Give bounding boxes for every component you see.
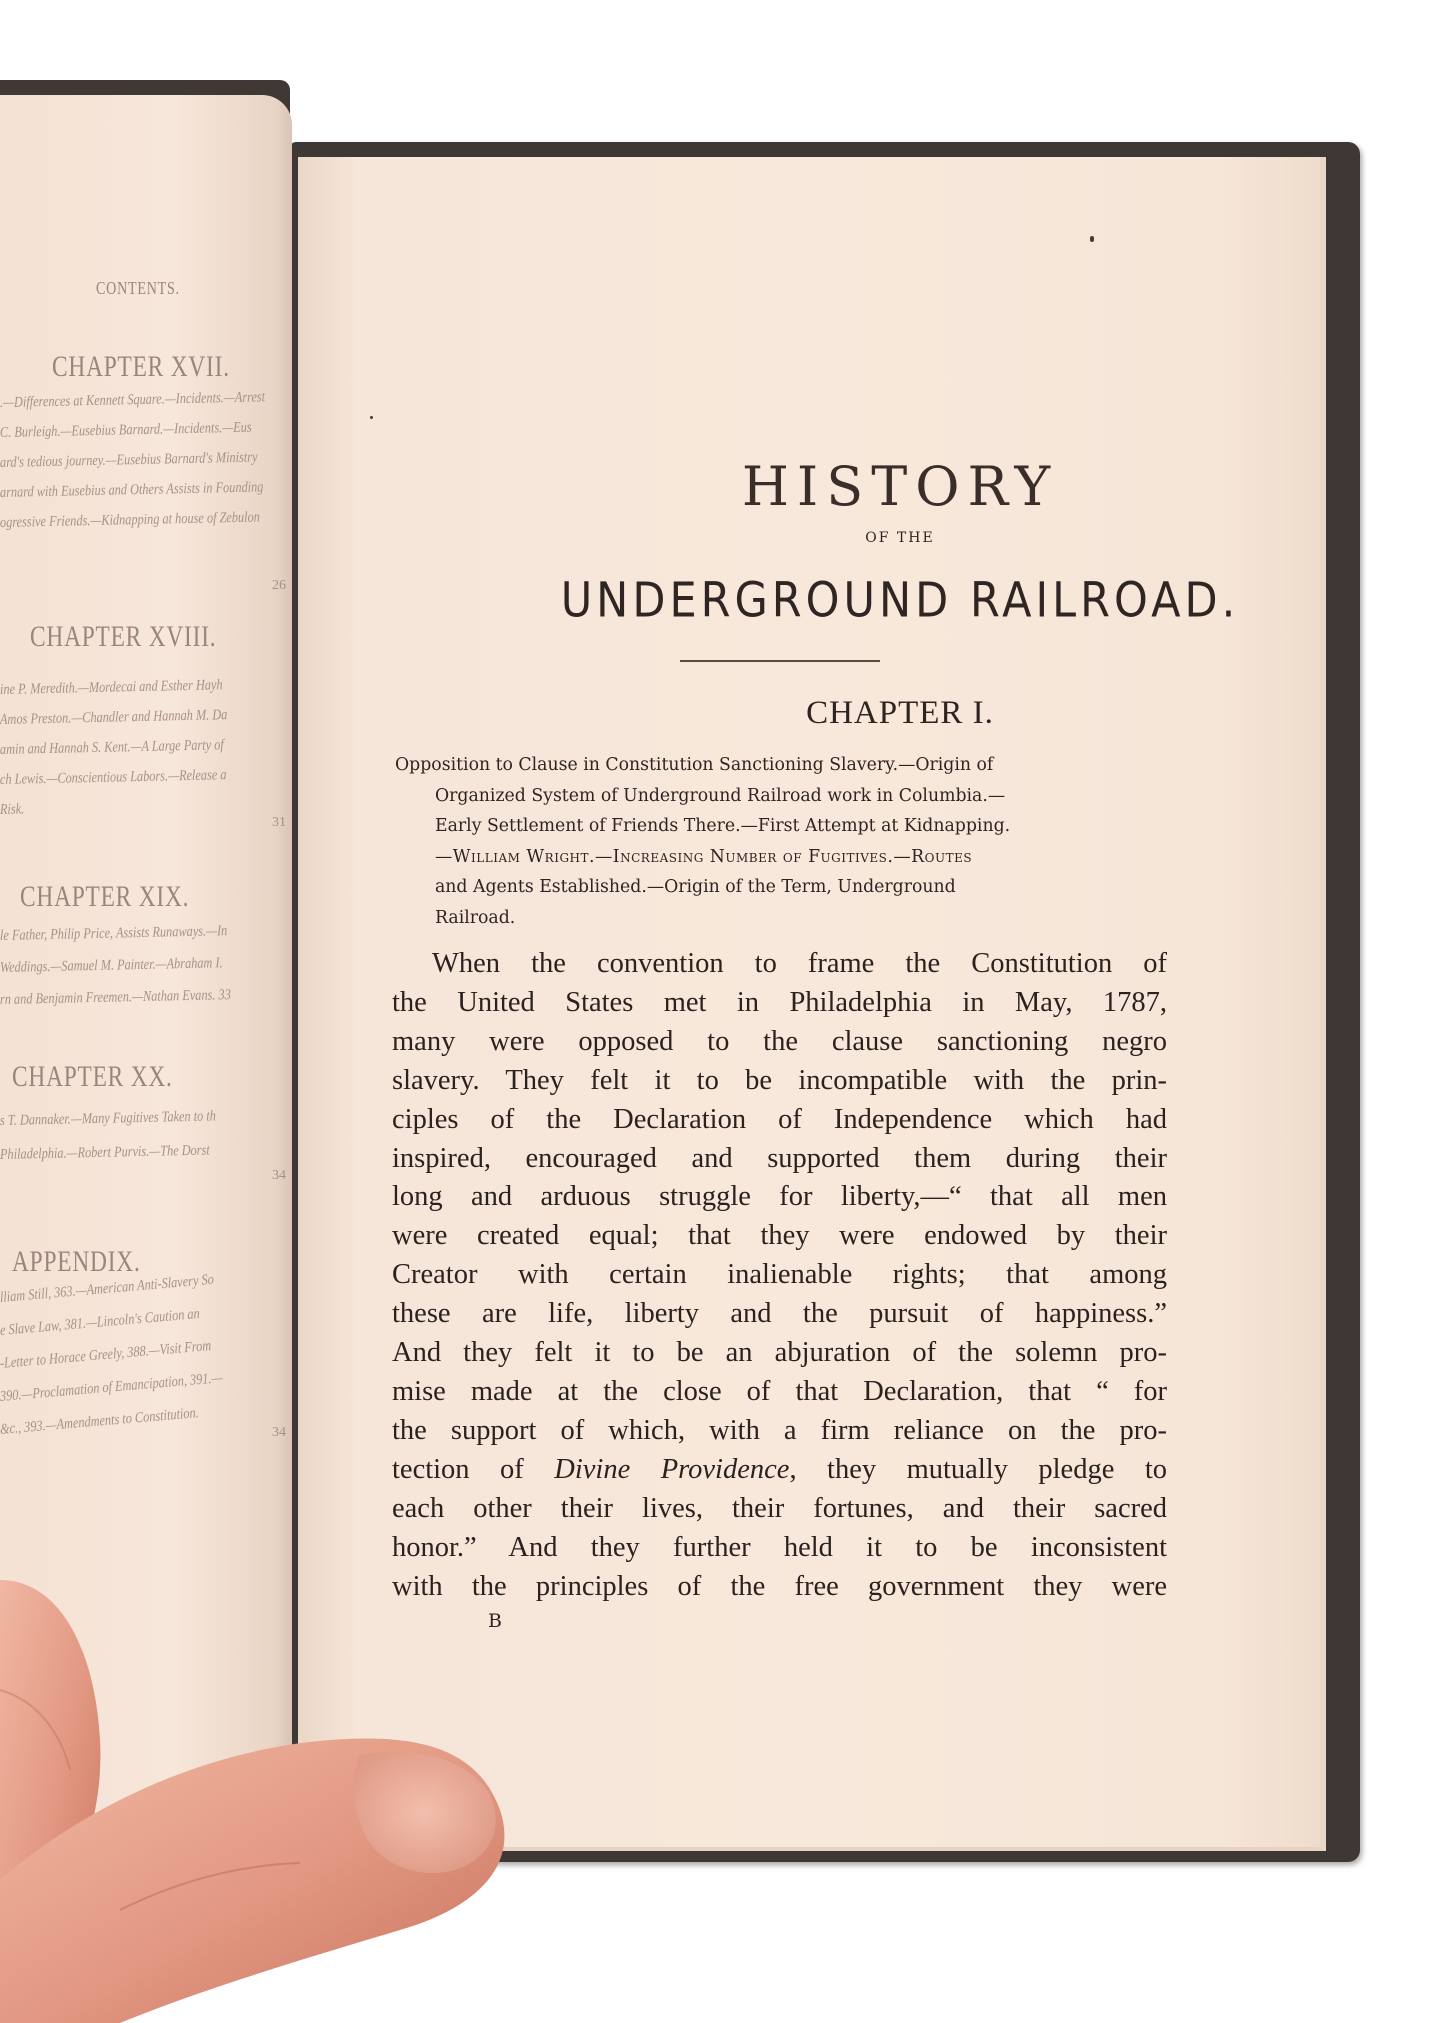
body-text-line: were created equal; that they were endowed by their: [392, 1220, 1167, 1252]
body-text-line: the support of which, with a firm reliance on the pro-: [392, 1414, 1167, 1446]
title-rule: [680, 660, 880, 662]
contents-entry-line: 390.—Proclamation of Emancipation, 391.—: [0, 1370, 223, 1405]
body-text-line: slavery. They felt it to be incompatible with the prin-: [392, 1064, 1167, 1096]
book-title-of-the: OF THE: [865, 530, 935, 546]
chapter-synopsis: [395, 750, 1165, 933]
synopsis-line: —William Wright.—Increasing Number of Fugitives.—Routes: [435, 846, 973, 867]
synopsis-line: and Agents Established.—Origin of the Term, Underground: [435, 877, 956, 897]
contents-entry-line: arnard with Eusebius and Others Assists in Founding: [0, 479, 264, 501]
contents-entry-line: ard's tedious journey.—Eusebius Barnard's Ministry: [0, 449, 258, 471]
signature-mark: B: [488, 1610, 502, 1632]
contents-entry-line: rn and Benjamin Freemen.—Nathan Evans. 33: [0, 987, 231, 1008]
body-text-line: When the convention to frame the Constitution of: [432, 948, 1167, 979]
synopsis-line: Opposition to Clause in Constitution Sanctioning Slavery.—Origin of: [395, 755, 994, 775]
contents-page-number: 31: [272, 815, 286, 830]
body-text-line: the United States met in Philadelphia in May, 1787,: [392, 986, 1167, 1018]
synopsis-line: Organized System of Underground Railroad work in Columbia.—: [435, 785, 1006, 806]
contents-entry-line: &c., 393.—Amendments to Constitution.: [0, 1405, 200, 1438]
chapter-heading: CHAPTER I.: [806, 695, 994, 731]
contents-chapter-heading: APPENDIX.: [12, 1245, 141, 1278]
body-text-line: with the principles of the free government they were: [392, 1570, 1167, 1602]
contents-entry-line: ogressive Friends.—Kidnapping at house of Zebulon: [0, 509, 260, 531]
body-text-line: Creator with certain inalienable rights; that among: [392, 1259, 1167, 1291]
body-text-line: inspired, encouraged and supported them during their: [392, 1142, 1167, 1174]
book-subtitle: UNDERGROUND RAILROAD.: [560, 573, 1240, 629]
paper-speck: [1090, 236, 1094, 242]
contents-page-number: 34: [272, 1168, 286, 1183]
contents-chapter-heading: CHAPTER XIX.: [20, 880, 190, 913]
contents-entry-line: Amos Preston.—Chandler and Hannah M. Da: [0, 707, 228, 728]
contents-chapter-heading: CHAPTER XVIII.: [30, 620, 217, 653]
contents-entry-line: Risk.: [0, 801, 25, 818]
contents-entry-line: ch Lewis.—Conscientious Labors.—Release a: [0, 767, 227, 788]
contents-entry-line: C. Burleigh.—Eusebius Barnard.—Incidents.—Eus: [0, 419, 252, 441]
contents-entry-line: .—Differences at Kennett Square.—Incidents.—Arrest: [0, 389, 266, 411]
body-text-line: ciples of the Declaration of Independence which had: [392, 1103, 1167, 1135]
contents-entry-line: -Letter to Horace Greely, 388.—Visit From: [0, 1338, 212, 1372]
body-text-line: honor.” And they further held it to be inconsistent: [392, 1531, 1167, 1563]
contents-entry-line: amin and Hannah S. Kent.—A Large Party of: [0, 737, 224, 758]
contents-entry-line: e Slave Law, 381.—Lincoln's Caution an: [0, 1305, 201, 1339]
body-text-line: long and arduous struggle for liberty,—“ that all men: [392, 1181, 1167, 1213]
hand-thumb-image: [0, 1580, 560, 2023]
body-text-line: tection of Divine Providence, they mutually pledge to: [392, 1453, 1168, 1485]
contents-chapter-heading: CHAPTER XVII.: [52, 350, 230, 383]
contents-entry-line: le Father, Philip Price, Assists Runaways.—In: [0, 923, 228, 944]
contents-chapter-heading: CHAPTER XX.: [12, 1060, 173, 1093]
contents-entry-line: ine P. Meredith.—Mordecai and Esther Hayh: [0, 677, 223, 698]
contents-page-number: 26: [272, 578, 286, 593]
chapter-body-text: [392, 945, 1167, 1606]
synopsis-line: Early Settlement of Friends There.—First Attempt at Kidnapping.: [435, 816, 1011, 836]
contents-entry-line: lliam Still, 363.—American Anti-Slavery So: [0, 1271, 215, 1306]
body-text-line: mise made at the close of that Declaration, that “ for: [392, 1375, 1167, 1407]
body-text-line: each other their lives, their fortunes, and their sacred: [392, 1492, 1167, 1524]
contents-entry-line: s T. Dannaker.—Many Fugitives Taken to th: [0, 1108, 217, 1129]
body-text-line: these are life, liberty and the pursuit of happiness.”: [392, 1298, 1167, 1330]
synopsis-line: Railroad.: [435, 907, 516, 928]
contents-entry-line: Philadelphia.—Robert Purvis.—The Dorst: [0, 1142, 210, 1163]
paper-speck: [370, 416, 373, 419]
contents-page-number: 34: [272, 1425, 286, 1440]
contents-header: CONTENTS.: [96, 278, 180, 298]
body-text-line: And they felt it to be an abjuration of the solemn pro-: [392, 1337, 1167, 1369]
book-title: HISTORY: [741, 455, 1059, 518]
contents-entry-line: Weddings.—Samuel M. Painter.—Abraham I.: [0, 955, 223, 976]
body-text-line: many were opposed to the clause sanctioning negro: [392, 1025, 1167, 1057]
